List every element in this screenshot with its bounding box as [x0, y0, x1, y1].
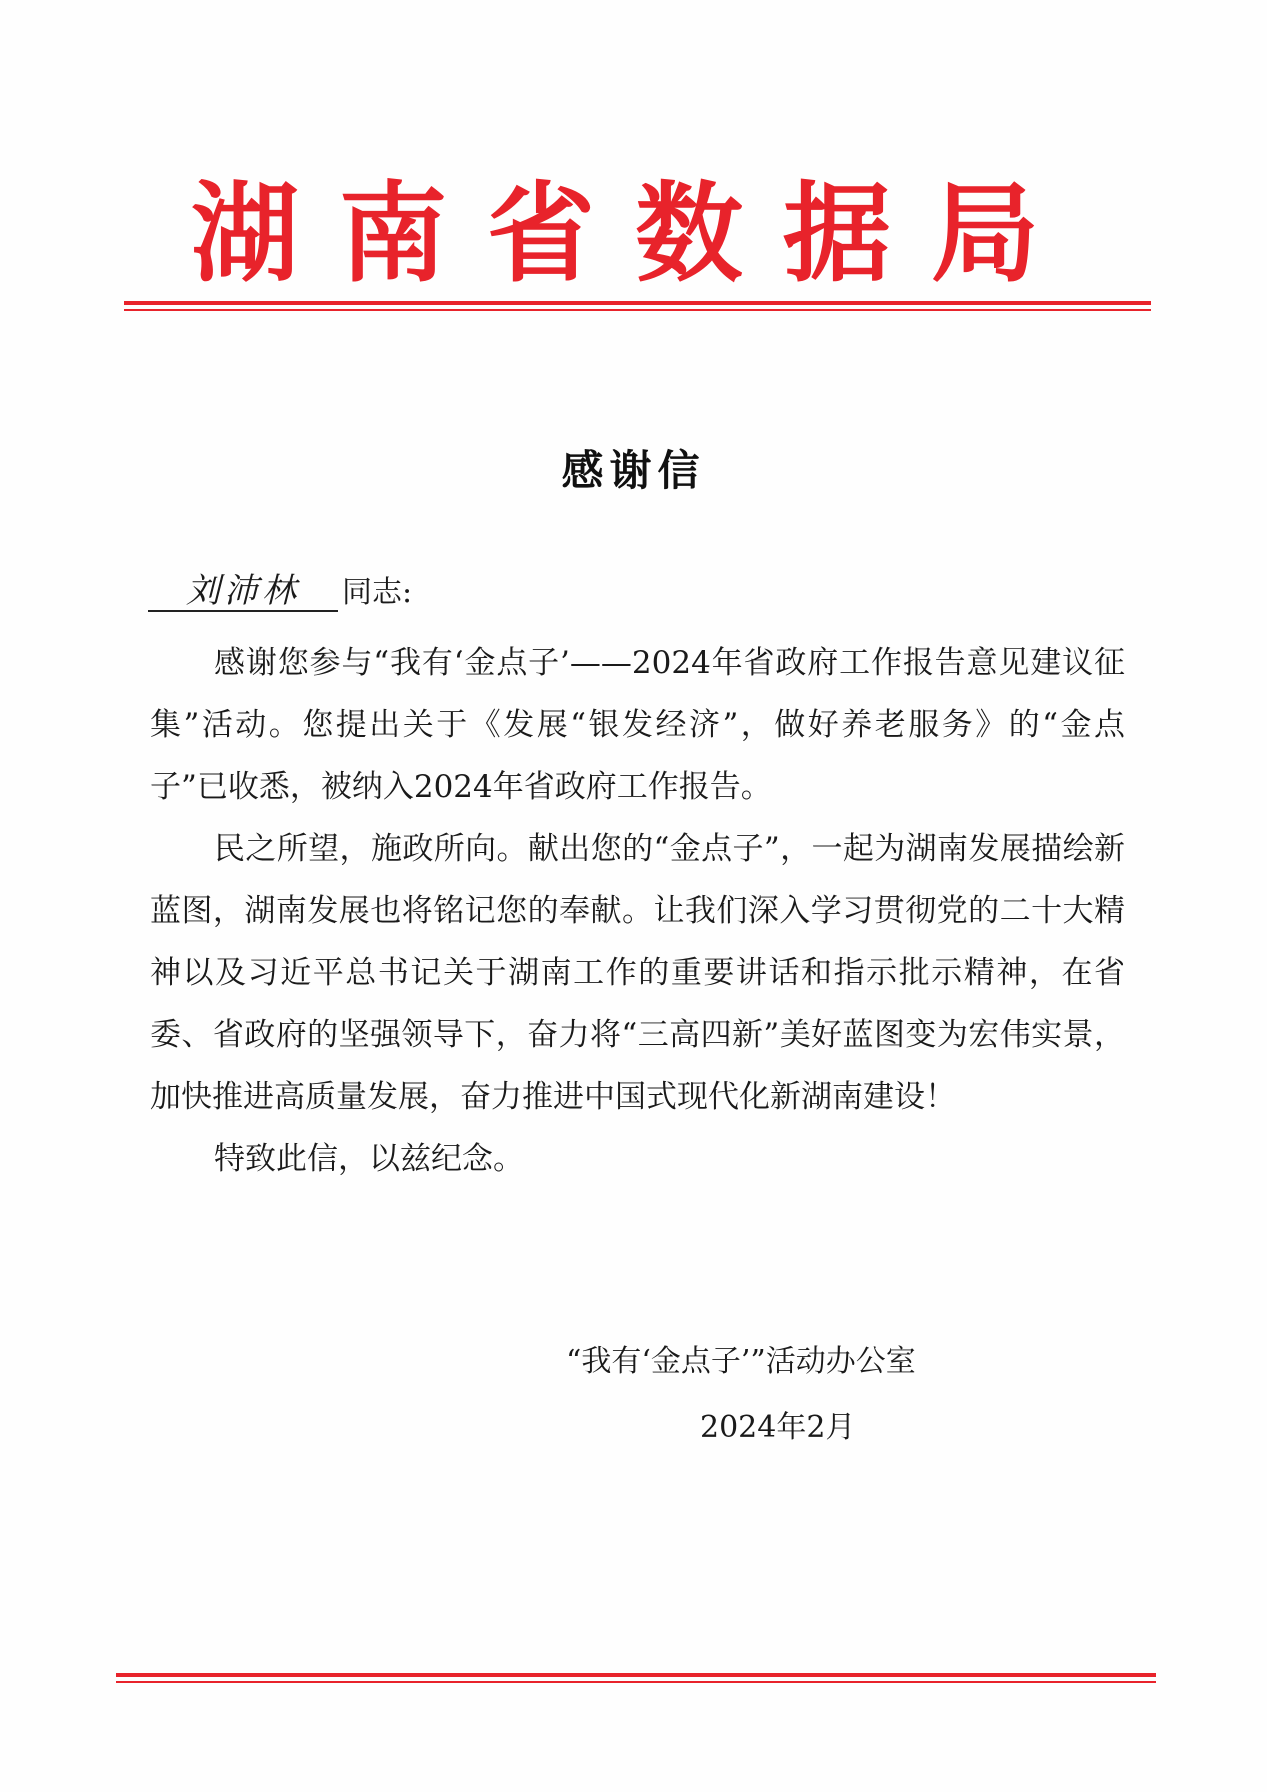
letter-body [150, 632, 1125, 1190]
body-paragraph-2: 民之所望，施政所向。献出您的“金点子”，一起为湖南发展描绘新蓝图，湖南发展也将铭记您的奉献。让我们深入学习贯彻党的二十大精神以及习近平总书记关于湖南工作的重要讲话和指示批示精神，在省委、省政府的坚强领导下，奋力将“三高四新”美好蓝图变为宏伟实景，加快推进高质量发展，奋力推进中国式现代化新湖南建设！ [150, 831, 1125, 1115]
footer-rule-thick [116, 1673, 1156, 1677]
masthead-title: 湖南省数据局 [190, 172, 1079, 297]
footer-rule-thin [116, 1681, 1156, 1683]
letter-title: 感谢信 [561, 446, 706, 495]
salutation-suffix: 同志: [342, 575, 413, 610]
signature-date: 2024年2月 [700, 1410, 856, 1445]
signature-office: “我有‘金点子’”活动办公室 [566, 1344, 916, 1379]
masthead-rule-thin [124, 309, 1151, 311]
body-paragraph-3: 特致此信，以兹纪念。 [214, 1141, 524, 1177]
salutation [148, 572, 412, 613]
body-paragraph-1: 感谢您参与“我有‘金点子’——2024年省政府工作报告意见建议征集”活动。您提出关于《发展“银发经济”，做好养老服务》的“金点子”已收悉，被纳入2024年省政府工作报告。 [150, 645, 1125, 805]
masthead-rule-thick [124, 301, 1151, 305]
recipient-name-handwritten: 刘沛林 [148, 572, 338, 612]
